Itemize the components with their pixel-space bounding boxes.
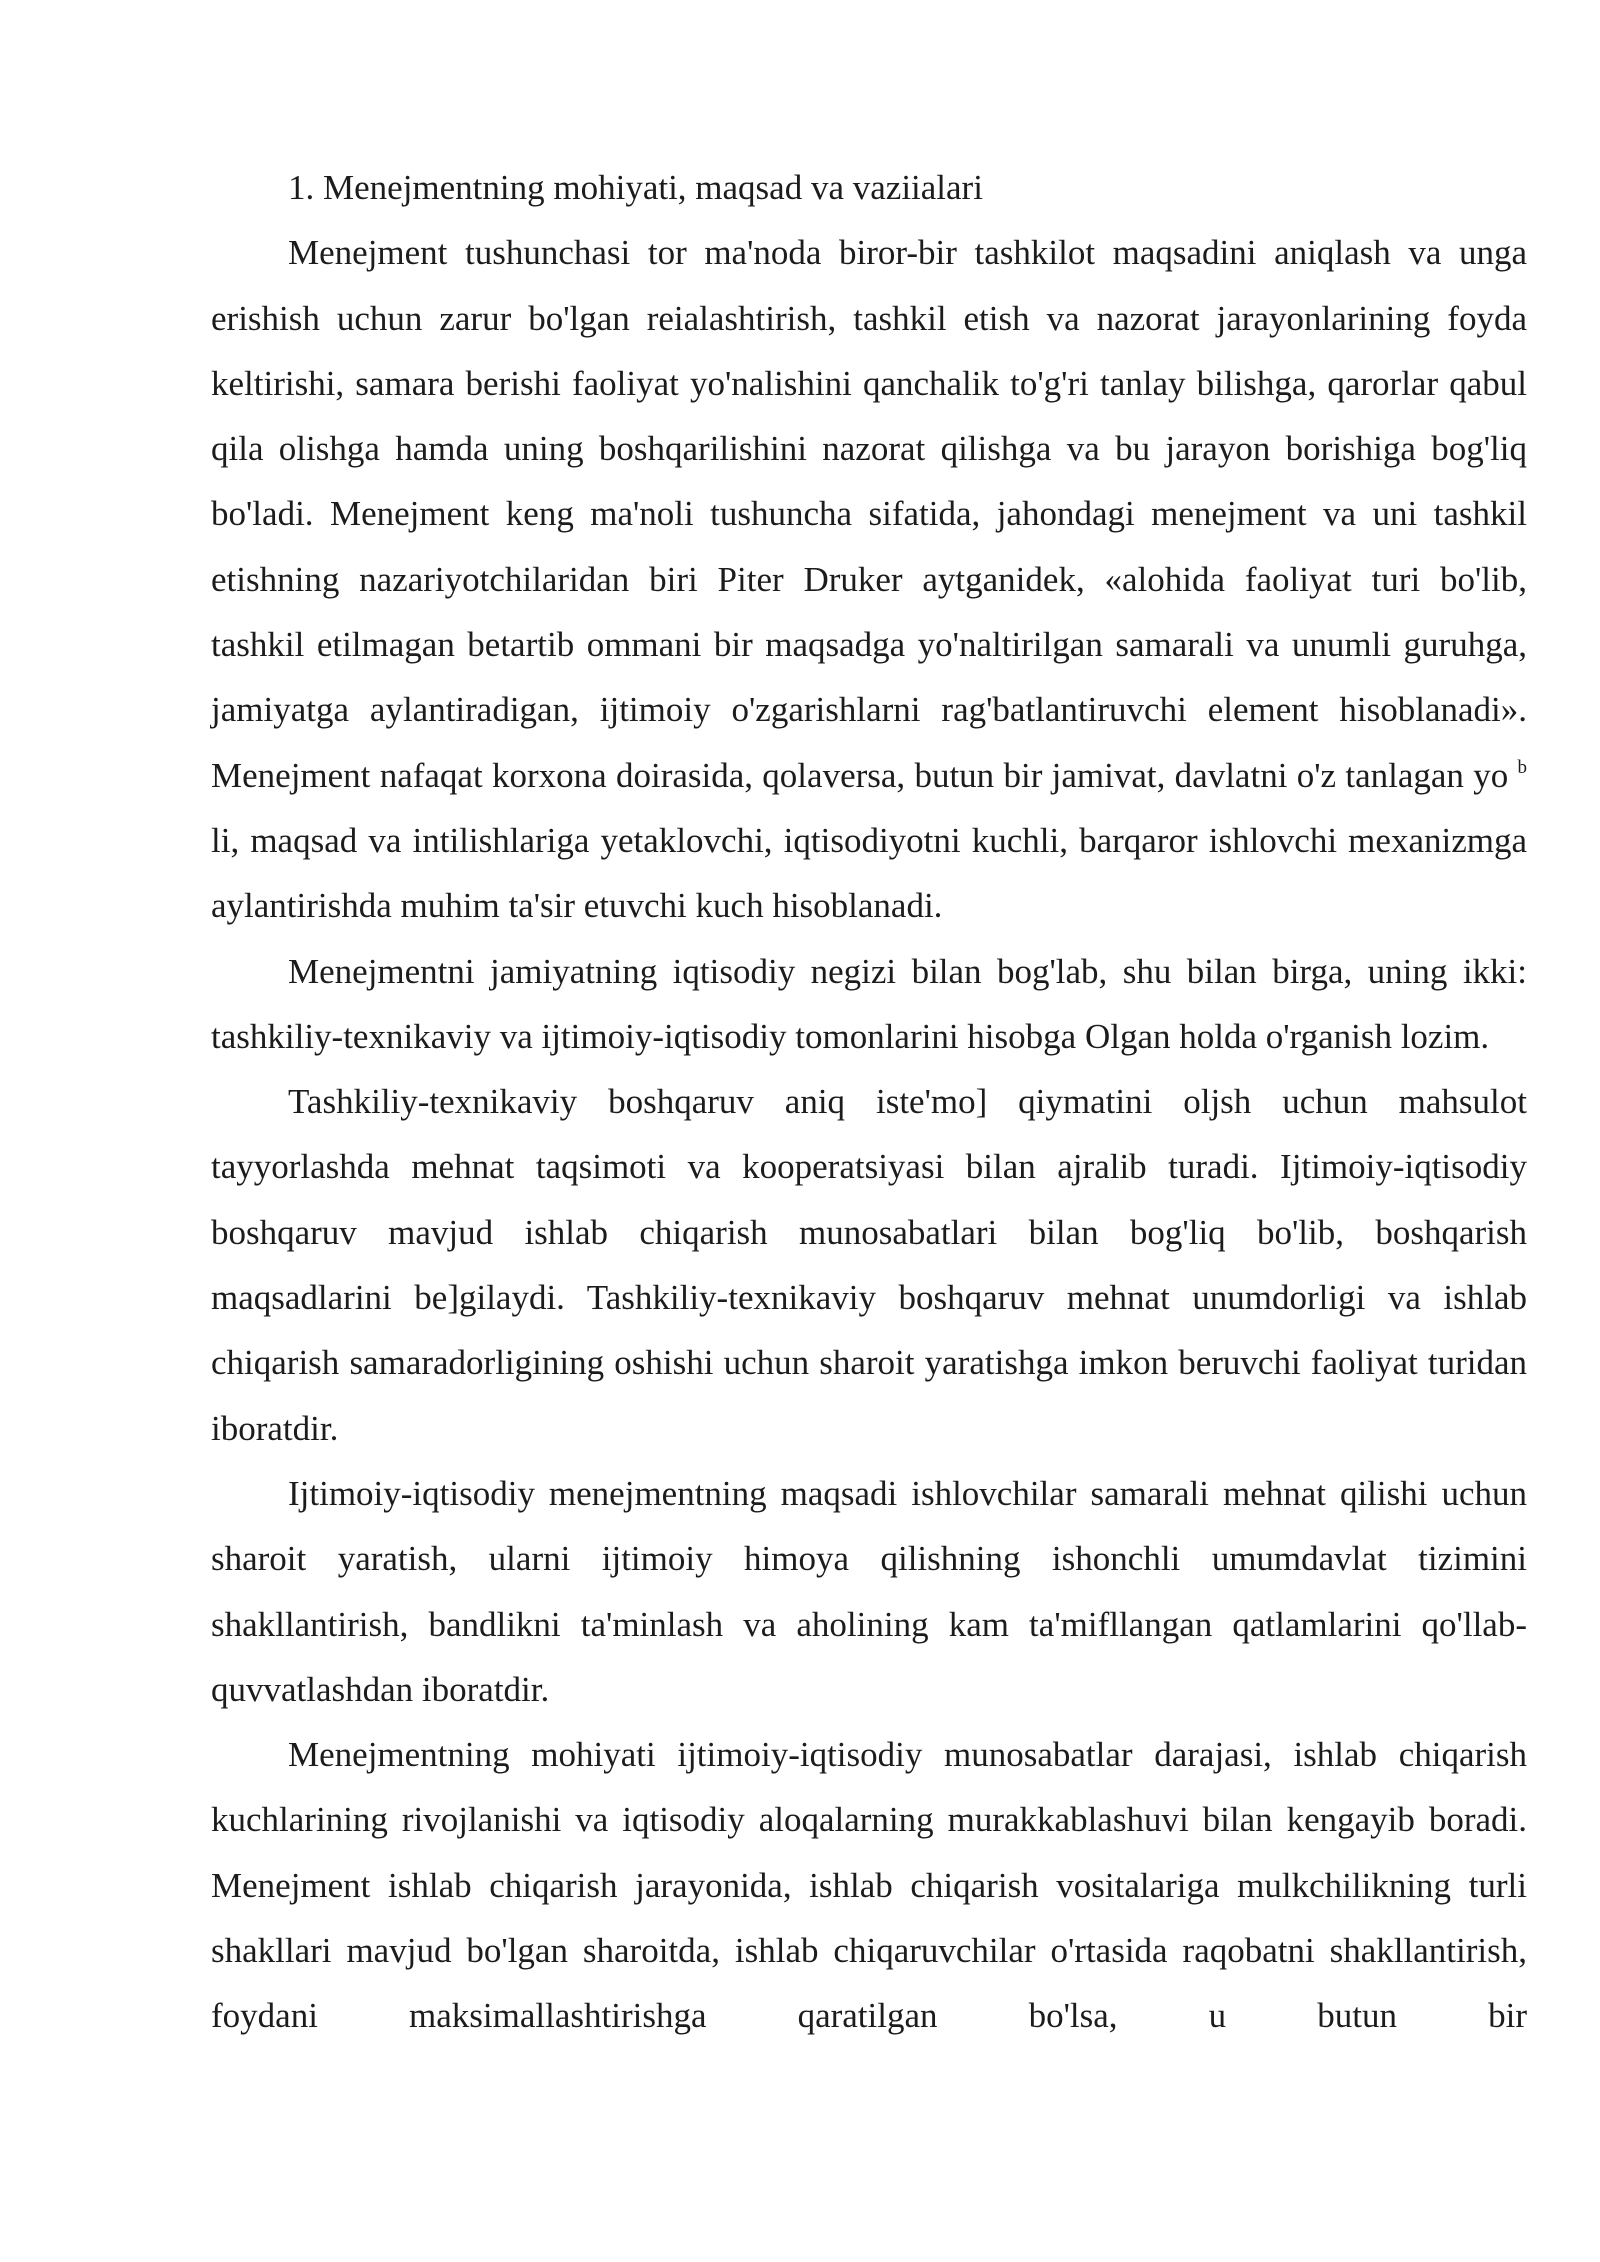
- section-heading: 1. Menejmentning mohiyati, maqsad va vaziialari: [288, 168, 983, 207]
- paragraph-5: Menejmentning mohiyati ijtimoiy-iqtisodiy munosabatlar darajasi, ishlab chiqarish kuchlarining rivojlanishi va iqtisodiy aloqalarning murakkablashuvi bilan kengayib boradi. Menejment ishlab chiqarish jarayonida, ishlab chiqarish vositalariga mulkchilikning turli shakllari mavjud bo'lgan sharoitda, ishlab chiqaruvchilar o'rtasida raqobatni shakllantirish, foydani maksimallashtirishga qaratilgan bo'lsa, u butun bir: [211, 1735, 1527, 2036]
- paragraph-1-text-end: li, maqsad va intilishlariga yetaklovchi, iqtisodiyotni kuchli, barqaror ishlovchi mexanizmga aylantirishda muhim ta'sir etuvchi kuch hisoblanadi.: [211, 820, 1527, 926]
- paragraph-2: Menejmentni jamiyatning iqtisodiy negizi bilan bog'lab, shu bilan birga, uning ikki: tashkiliy-texnikaviy va ijtimoiy-iqtisodiy tomonlarini hisobga Olgan holda o'rganish lozim.: [211, 951, 1527, 1056]
- paragraph-3: Tashkiliy-texnikaviy boshqaruv aniq iste'mo] qiymatini oljsh uchun mahsulot tayyorlashda mehnat taqsimoti va kooperatsiyasi bilan ajralib turadi. Ijtimoiy-iqtisodiy boshqaruv mavjud ishlab chiqarish munosabatlari bilan bog'liq bo'lib, boshqarish maqsadlarini be]gilaydi. Tashkiliy-texnikaviy boshqaruv mehnat unumdorligi va ishlab chiqarish samaradorligining oshishi uchun sharoit yaratishga imkon beruvchi faoliyat turidan iboratdir.: [211, 1082, 1527, 1448]
- footnote-mark: b: [1517, 756, 1527, 778]
- paragraph-1-text-start: Menejment tushunchasi tor ma'noda biror-bir tashkilot maqsadini aniqlash va unga erishish uchun zarur bo'lgan reialashtirish, tashkil etish va nazorat jarayonlarining foyda keltirishi, samara berishi faoliyat yo'nalishini qanchalik to'g'ri tanlay bilishga, qarorlar qabul qila olishga hamda uning boshqarilishini nazorat qilishga va bu jarayon borishiga bog'liq bo'ladi. Menejment keng ma'noli tushuncha sifatida, jahondagi menejment va uni tashkil etishning nazariyotchilaridan biri Piter Druker aytganidek, «alohida faoliyat turi bo'lib, tashkil etilmagan betartib ommani bir maqsadga yo'naltirilgan samarali va unumli guruhga, jamiyatga aylantiradigan, ijtimoiy o'zgarishlarni rag'batlantiruvchi element hisoblanadi». Menejment nafaqat korxona doirasida, qolaversa, butun bir jamivat, davlatni o'z tanlagan yo: [211, 233, 1527, 795]
- paragraph-4: Ijtimoiy-iqtisodiy menejmentning maqsadi ishlovchilar samarali mehnat qilishi uchun sharoit yaratish, ularni ijtimoiy himoya qilishning ishonchli umumdavlat tizimini shakllantirish, bandlikni ta'minlash va aholining kam ta'mifllangan qatlamlarini qo'llab-quvvatlashdan iboratdir.: [211, 1473, 1527, 1709]
- paragraph-1: [211, 220, 1527, 938]
- document-body: [211, 155, 1527, 2049]
